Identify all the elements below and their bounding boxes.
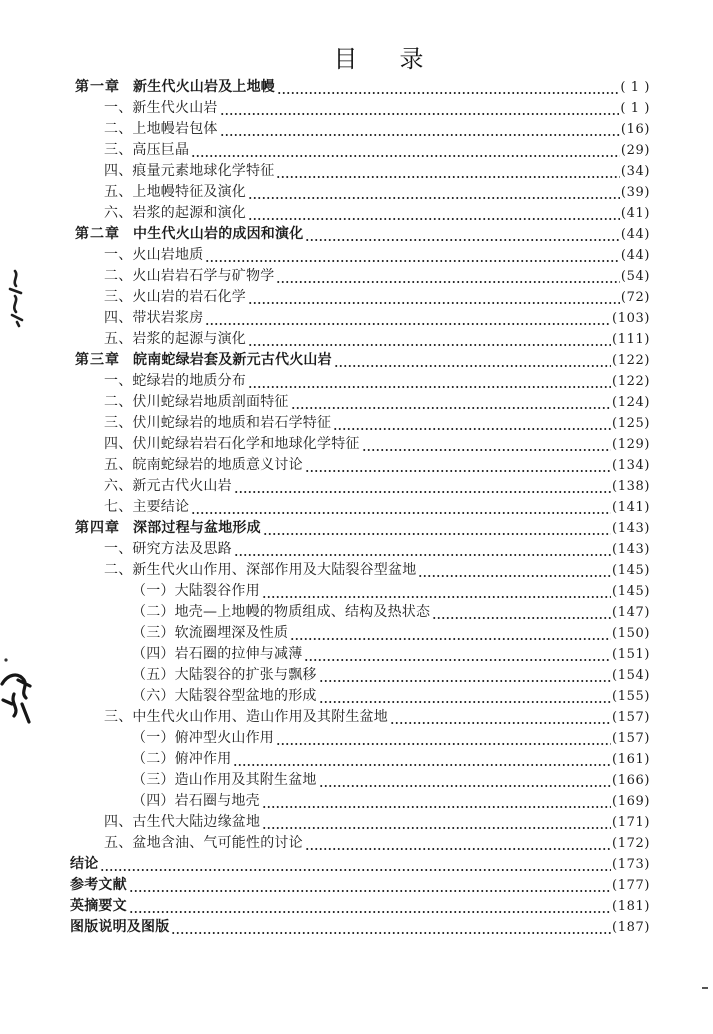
chapter-title: 新生代火山岩及上地幔 — [133, 79, 275, 95]
dot-leader — [276, 728, 611, 749]
toc-chapter-row — [68, 224, 650, 245]
toc-chapter-row — [68, 518, 650, 539]
section-title: 五、盆地含油、气可能性的讨论 — [104, 835, 303, 851]
toc-section-row — [68, 140, 650, 161]
page-number: (161) — [612, 752, 650, 767]
back-matter-title: 图版说明及图版 — [70, 919, 170, 935]
dot-leader — [305, 833, 611, 854]
toc-subsection-row — [68, 749, 650, 770]
toc-section-row — [68, 476, 650, 497]
toc-subsection-row — [68, 686, 650, 707]
dot-leader — [305, 455, 611, 476]
dot-leader — [290, 623, 611, 644]
page-number: (29) — [620, 143, 650, 158]
dot-leader — [248, 182, 620, 203]
toc-section-row — [68, 707, 650, 728]
chapter-number: 第二章 — [75, 226, 120, 242]
section-title: 五、岩浆的起源与演化 — [104, 331, 246, 347]
page-number: (39) — [620, 185, 650, 200]
dot-leader — [262, 812, 611, 833]
section-title: 三、高压巨晶 — [104, 142, 190, 158]
subsection-title: （一）大陆裂谷作用 — [132, 583, 260, 599]
dot-leader — [277, 77, 619, 98]
dot-leader — [432, 602, 611, 623]
section-title: 五、皖南蛇绿岩的地质意义讨论 — [104, 457, 303, 473]
toc-section-row — [68, 812, 650, 833]
toc-section-row — [68, 413, 650, 434]
back-matter-title: 结论 — [70, 856, 99, 872]
scan-smudge-stroke — [10, 271, 22, 326]
dot-leader — [205, 308, 611, 329]
toc-section-row — [68, 182, 650, 203]
dot-leader — [418, 560, 611, 581]
page-number: (44) — [620, 248, 650, 263]
dot-leader — [191, 140, 620, 161]
page-number: (103) — [612, 311, 650, 326]
page-number: (143) — [612, 542, 650, 557]
section-title: 三、伏川蛇绿岩的地质和岩石学特征 — [104, 415, 332, 431]
subsection-title: （三）软流圈埋深及性质 — [132, 625, 289, 641]
dot-leader — [262, 581, 611, 602]
scan-edge-mark — [702, 987, 708, 989]
dot-leader — [234, 539, 611, 560]
toc-chapter-row — [68, 77, 650, 98]
section-title: 四、带状岩浆房 — [104, 310, 204, 326]
scan-smudge — [4, 268, 28, 328]
scan-smudge-stroke — [2, 675, 30, 722]
toc-subsection-row — [68, 665, 650, 686]
dot-leader — [234, 476, 611, 497]
dot-leader — [191, 497, 611, 518]
dot-leader — [390, 707, 611, 728]
subsection-title: （二）俯冲作用 — [132, 751, 232, 767]
page-number: (141) — [612, 500, 650, 515]
page-number: (44) — [620, 227, 650, 242]
page-number: (150) — [612, 626, 650, 641]
toc-section-row — [68, 371, 650, 392]
table-of-contents — [68, 77, 650, 938]
page-number: (173) — [612, 857, 650, 872]
toc-subsection-row — [68, 728, 650, 749]
section-title: 六、岩浆的起源和演化 — [104, 205, 246, 221]
section-title: 一、研究方法及思路 — [104, 541, 232, 557]
toc-subsection-row — [68, 791, 650, 812]
toc-back-matter-row — [68, 854, 650, 875]
section-title: 二、伏川蛇绿岩地质剖面特征 — [104, 394, 289, 410]
dot-leader — [248, 329, 611, 350]
page-number: (157) — [612, 731, 650, 746]
section-title: 六、新元古代火山岩 — [104, 478, 232, 494]
page-number: ( 1 ) — [620, 101, 650, 116]
toc-section-row — [68, 308, 650, 329]
section-title: 七、主要结论 — [104, 499, 190, 515]
page-number: (111) — [612, 332, 650, 347]
toc-back-matter-row — [68, 875, 650, 896]
page-number: (16) — [620, 122, 650, 137]
page-number: (54) — [620, 269, 650, 284]
chapter-number: 第三章 — [75, 352, 120, 368]
dot-leader — [276, 161, 620, 182]
toc-subsection-row — [68, 623, 650, 644]
dot-leader — [220, 98, 620, 119]
page-number: (138) — [612, 479, 650, 494]
chapter-title: 深部过程与盆地形成 — [133, 520, 261, 536]
back-matter-title: 参考文献 — [70, 877, 127, 893]
dot-leader — [100, 854, 611, 875]
dot-leader — [129, 896, 611, 917]
toc-section-row — [68, 119, 650, 140]
dot-leader — [334, 350, 611, 371]
page-number: (34) — [620, 164, 650, 179]
dot-leader — [291, 392, 611, 413]
dot-leader — [276, 266, 620, 287]
toc-back-matter-row — [68, 917, 650, 938]
dot-leader — [319, 686, 611, 707]
page-number: (124) — [612, 395, 650, 410]
dot-leader — [248, 371, 611, 392]
subsection-title: （三）造山作用及其附生盆地 — [132, 772, 317, 788]
dot-leader — [129, 875, 611, 896]
chapter-title: 皖南蛇绿岩套及新元古代火山岩 — [133, 352, 332, 368]
section-title: 四、古生代大陆边缘盆地 — [104, 814, 261, 830]
back-matter-title: 英摘要文 — [70, 898, 127, 914]
dot-leader — [171, 917, 611, 938]
page-number: (154) — [612, 668, 650, 683]
page-title: 目 录 — [333, 45, 433, 73]
section-title: 二、上地幔岩包体 — [104, 121, 218, 137]
page-number: (134) — [612, 458, 650, 473]
section-title: 二、火山岩岩石学与矿物学 — [104, 268, 275, 284]
subsection-title: （四）岩石圈与地壳 — [132, 793, 260, 809]
section-title: 四、伏川蛇绿岩岩石化学和地球化学特征 — [104, 436, 360, 452]
toc-subsection-row — [68, 770, 650, 791]
toc-section-row — [68, 497, 650, 518]
toc-section-row — [68, 161, 650, 182]
page-number: (155) — [612, 689, 650, 704]
page-number: ( 1 ) — [620, 80, 650, 95]
dot-leader — [333, 413, 611, 434]
toc-chapter-row — [68, 350, 650, 371]
dot-leader — [362, 434, 611, 455]
subsection-title: （二）地壳—上地幔的物质组成、结构及热状态 — [132, 604, 431, 620]
toc-section-row — [68, 98, 650, 119]
page-number: (166) — [612, 773, 650, 788]
toc-section-row — [68, 266, 650, 287]
chapter-number: 第四章 — [75, 520, 120, 536]
dot-leader — [305, 224, 620, 245]
page-number: (157) — [612, 710, 650, 725]
page-number: (145) — [612, 563, 650, 578]
page-number: (72) — [620, 290, 650, 305]
page-number: (122) — [612, 353, 650, 368]
toc-section-row — [68, 392, 650, 413]
page-number: (122) — [612, 374, 650, 389]
scan-smudge — [0, 656, 36, 728]
section-title: 一、新生代火山岩 — [104, 100, 218, 116]
section-title: 三、火山岩的岩石化学 — [104, 289, 246, 305]
chapter-number: 第一章 — [75, 79, 120, 95]
toc-section-row — [68, 434, 650, 455]
dot-leader — [248, 203, 620, 224]
dot-leader — [220, 119, 620, 140]
page-number: (151) — [612, 647, 650, 662]
section-title: 四、痕量元素地球化学特征 — [104, 163, 275, 179]
dot-leader — [262, 791, 611, 812]
toc-section-row — [68, 329, 650, 350]
dot-leader — [263, 518, 611, 539]
section-title: 一、火山岩地质 — [104, 247, 204, 263]
dot-leader — [319, 665, 611, 686]
page-number: (169) — [612, 794, 650, 809]
page-number: (171) — [612, 815, 650, 830]
dot-leader — [304, 644, 611, 665]
toc-subsection-row — [68, 644, 650, 665]
section-title: 三、中生代火山作用、造山作用及其附生盆地 — [104, 709, 388, 725]
toc-section-row — [68, 287, 650, 308]
subsection-title: （一）俯冲型火山作用 — [132, 730, 274, 746]
toc-section-row — [68, 560, 650, 581]
toc-section-row — [68, 245, 650, 266]
toc-section-row — [68, 833, 650, 854]
toc-subsection-row — [68, 581, 650, 602]
section-title: 五、上地幔特征及演化 — [104, 184, 246, 200]
dot-leader — [319, 770, 611, 791]
page-number: (181) — [612, 899, 650, 914]
subsection-title: （六）大陆裂谷型盆地的形成 — [132, 688, 317, 704]
subsection-title: （五）大陆裂谷的扩张与飘移 — [132, 667, 317, 683]
page-number: (41) — [620, 206, 650, 221]
toc-section-row — [68, 455, 650, 476]
toc-section-row — [68, 539, 650, 560]
chapter-title: 中生代火山岩的成因和演化 — [133, 226, 304, 242]
page-number: (143) — [612, 521, 650, 536]
page-number: (187) — [612, 920, 650, 935]
toc-section-row — [68, 203, 650, 224]
subsection-title: （四）岩石圈的拉伸与减薄 — [132, 646, 303, 662]
dot-leader — [205, 245, 620, 266]
toc-back-matter-row — [68, 896, 650, 917]
scan-speck — [4, 658, 7, 661]
page-number: (172) — [612, 836, 650, 851]
page-number: (125) — [612, 416, 650, 431]
toc-subsection-row — [68, 602, 650, 623]
dot-leader — [233, 749, 611, 770]
page-number: (145) — [612, 584, 650, 599]
page-number: (129) — [612, 437, 650, 452]
dot-leader — [248, 287, 620, 308]
page-number: (177) — [612, 878, 650, 893]
page-number: (147) — [612, 605, 650, 620]
section-title: 二、新生代火山作用、深部作用及大陆裂谷型盆地 — [104, 562, 417, 578]
section-title: 一、蛇绿岩的地质分布 — [104, 373, 246, 389]
